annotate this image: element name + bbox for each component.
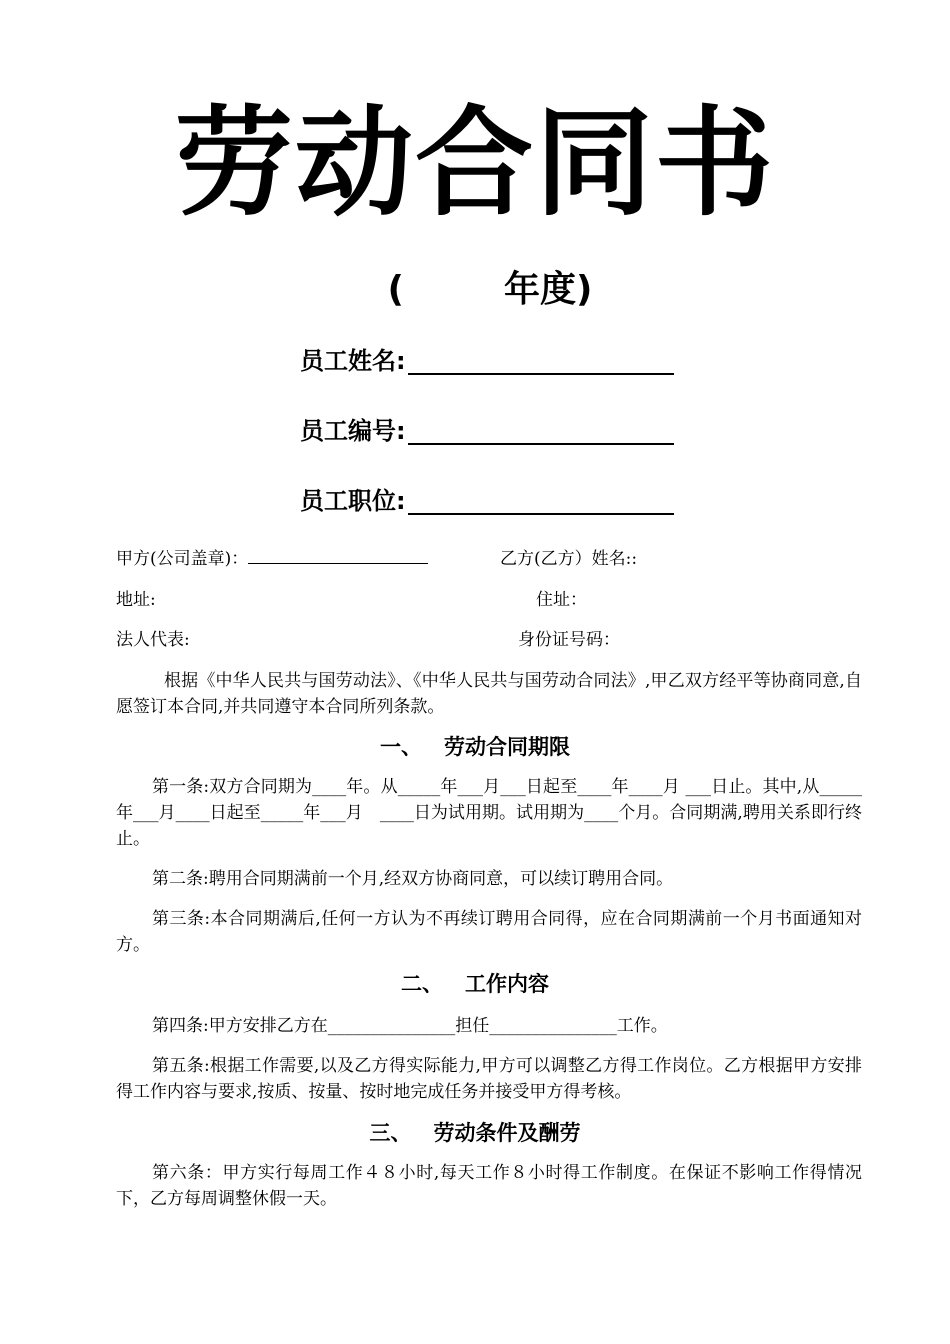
section-heading-1: 一、 劳动合同期限 <box>380 735 570 759</box>
employee-name-field <box>300 341 674 381</box>
party-row <box>116 545 866 573</box>
employee-id-label: 员工编号: <box>300 417 406 445</box>
article-6: 第六条：甲方实行每周工作４８小时,每天工作８小时得工作制度。在保证不影响工作得情况下，乙方每周调整休假一天。 <box>116 1163 862 1209</box>
employee-name-label: 员工姓名: <box>300 347 406 375</box>
employee-position-blank <box>408 489 674 515</box>
section-heading-2: 二、 工作内容 <box>401 972 549 996</box>
legal-rep-label: 法人代表: <box>116 630 190 650</box>
article-4: 第四条:甲方安排乙方在_______________担任_______________工作。 <box>152 1016 668 1036</box>
section-heading-3: 三、 劳动条件及酬劳 <box>369 1121 581 1145</box>
year-open: ( <box>387 269 404 310</box>
address-row <box>116 586 866 614</box>
address-label: 地址: <box>116 590 156 610</box>
employee-id-field <box>300 411 674 451</box>
party-a-blank <box>248 545 428 564</box>
contract-year <box>0 262 950 318</box>
representative-row <box>116 626 866 654</box>
article-5: 第五条:根据工作需要,以及乙方得实际能力,甲方可以调整乙方得工作岗位。乙方根据甲方安排得工作内容与要求,按质、按量、按时地完成任务并接受甲方得考核。 <box>116 1056 862 1102</box>
employee-position-label: 员工职位: <box>300 487 406 515</box>
article-3: 第三条:本合同期满后,任何一方认为不再续订聘用合同得，应在合同期满前一个月书面通知对方。 <box>116 909 862 955</box>
employee-position-field <box>300 481 674 521</box>
year-label: 年度) <box>503 269 593 310</box>
employee-name-blank <box>408 349 674 375</box>
id-number-label: 身份证号码： <box>518 630 620 650</box>
intro-paragraph: 根据《中华人民共与国劳动法》、《中华人民共与国劳动合同法》,甲乙双方经平等协商同意,自愿签订本合同,并共同遵守本合同所列条款。 <box>116 671 862 717</box>
article-2: 第二条:聘用合同期满前一个月,经双方协商同意，可以续订聘用合同。 <box>152 869 674 889</box>
article-1: 第一条:双方合同期为____年。从_____年___月___日起至____年____月 ___日止。其中,从_____年___月____日起至_____年___月 ____日为试用期。试用期为____个月。合同期满,聘用关系即行终止。 <box>116 777 862 849</box>
party-b-label: 乙方(乙方）姓名:: <box>500 549 638 569</box>
residence-label: 住址： <box>536 590 587 610</box>
document-title: 劳动合同书 <box>174 94 775 232</box>
party-a-label: 甲方(公司盖章)： <box>116 545 248 573</box>
employee-id-blank <box>408 419 674 445</box>
